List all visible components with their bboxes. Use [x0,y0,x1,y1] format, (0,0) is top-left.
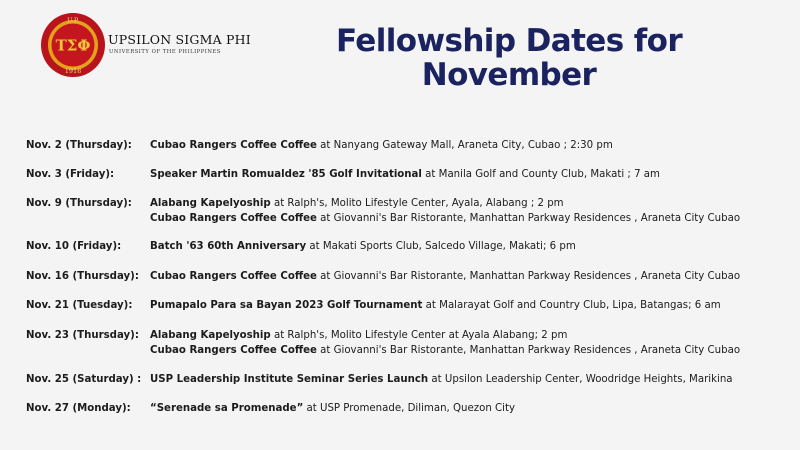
entry-date: Nov. 10 (Friday): [26,241,122,252]
event-name: “Serenade sa Promenade” [150,403,304,414]
event-name: Alabang Kapelyoship [150,330,271,341]
event-details: at Ralph's, Molito Lifestyle Center at Ayala Alabang; 2 pm [270,330,568,341]
entry-date: Nov. 9 (Thursday): [26,198,132,209]
event-name: Cubao Rangers Coffee Coffee [150,345,317,356]
entry-date: Nov. 21 (Tuesday): [26,300,133,311]
entry-date: Nov. 3 (Friday): [26,169,115,180]
event-details: at Makati Sports Club, Salcedo Village, Makati; 6 pm [306,241,576,252]
event-details: at Ralph's, Molito Lifestyle Center, Ayala, Alabang ; 2 pm [270,198,564,209]
seal-top-text: U.P. [66,16,80,25]
event-name: Cubao Rangers Coffee Coffee [150,271,317,282]
event-details: at USP Promenade, Diliman, Quezon City [303,403,515,414]
entry-date: Nov. 16 (Thursday): [26,271,139,282]
event-details: at Manila Golf and County Club, Makati ; 7 am [421,169,660,180]
entry-line [150,299,721,313]
entry-date: Nov. 25 (Saturday) : [26,374,142,385]
entry-line [150,344,740,358]
entry-line [150,212,740,226]
event-name: Alabang Kapelyoship [150,198,271,209]
event-details: at Nanyang Gateway Mall, Araneta City, Cubao ; 2:30 pm [316,140,613,151]
event-details: at Giovanni's Bar Ristorante, Manhattan Parkway Residences , Araneta City Cubao [316,213,741,224]
entry-date: Nov. 23 (Thursday): [26,330,139,341]
entry-line [150,373,733,387]
title-line-2: November [421,57,597,93]
event-name: Batch '63 60th Anniversary [150,241,307,252]
event-details: at Giovanni's Bar Ristorante, Manhattan Parkway Residences , Araneta City Cubao [316,345,741,356]
entry-line [150,270,740,284]
event-details: at Giovanni's Bar Ristorante, Manhattan Parkway Residences , Araneta City Cubao [316,271,741,282]
org-name: UPSILON SIGMA PHI [108,32,251,47]
event-details: at Malarayat Golf and Country Club, Lipa, Batangas; 6 am [422,300,721,311]
entry-line [150,402,515,416]
entry-line [150,240,576,254]
entry-line [150,139,613,153]
title-line-1: Fellowship Dates for [335,23,683,59]
entry-line [150,197,564,211]
event-details: at Upsilon Leadership Center, Woodridge Heights, Marikina [428,374,733,385]
event-name: Speaker Martin Romualdez '85 Golf Invitational [150,169,422,180]
org-subtitle: UNIVERSITY OF THE PHILIPPINES [109,49,221,55]
event-name: Cubao Rangers Coffee Coffee [150,213,317,224]
entry-line [150,329,567,343]
event-name: USP Leadership Institute Seminar Series Launch [150,374,429,385]
seal-letters: ΤΣΦ [55,36,91,55]
entry-date: Nov. 27 (Monday): [26,403,131,414]
entry-line [150,168,660,182]
seal-year: 1918 [64,67,82,75]
event-name: Pumapalo Para sa Bayan 2023 Golf Tournament [150,300,423,311]
entry-date: Nov. 2 (Thursday): [26,140,132,151]
event-name: Cubao Rangers Coffee Coffee [150,140,317,151]
